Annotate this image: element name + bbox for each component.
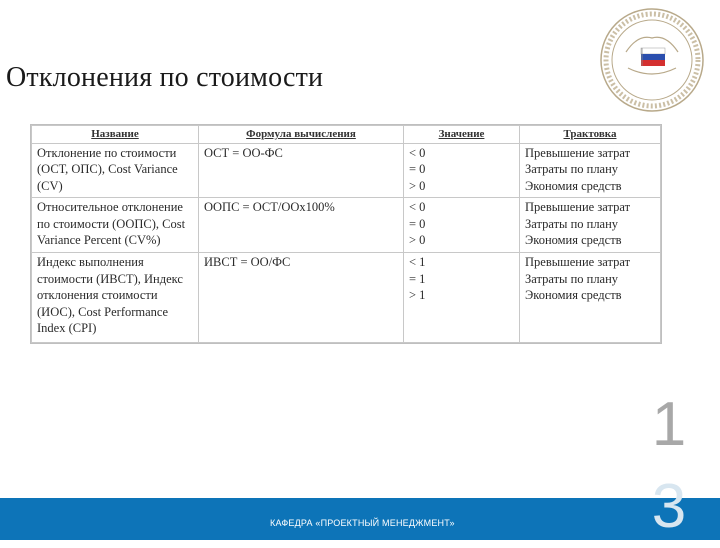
header-value: Значение (404, 126, 520, 144)
value-item: < 0 (409, 145, 426, 160)
interpretation-item: Затраты по плану (525, 271, 619, 286)
row-values (404, 143, 520, 198)
table-row (32, 253, 661, 343)
interpretation-item: Затраты по плану (525, 162, 619, 176)
row-interpretations (520, 253, 661, 343)
row-interpretations (520, 143, 661, 198)
value-item: < 0 (409, 200, 426, 215)
row-formula: ОСТ = ОО-ФС (199, 143, 404, 198)
row-formula: ИВСТ = ОО/ФС (199, 253, 404, 343)
row-values (404, 253, 520, 343)
interpretation-item: Затраты по плану (525, 216, 619, 231)
cost-variance-table (30, 124, 662, 344)
interpretation-item: Превышение затрат (525, 200, 631, 215)
value-item: > 0 (409, 233, 426, 248)
header-interpretation: Трактовка (520, 126, 661, 144)
university-seal-icon (598, 6, 706, 114)
row-formula: ООПС = ОСТ/ООх100% (199, 198, 404, 253)
page-number-digit: 1 (651, 390, 687, 459)
row-name: Индекс выполнения стоимости (ИВСТ), Индекс отклонения стоимости (ИОС), Cost Performance Index (CPI) (32, 253, 199, 343)
header-formula: Формула вычисления (199, 126, 404, 144)
interpretation-item: Экономия средств (525, 288, 622, 303)
table-row (32, 143, 661, 198)
interpretation-item: Превышение затрат (525, 255, 631, 270)
interpretation-item: Экономия средств (525, 178, 622, 193)
row-interpretations (520, 198, 661, 253)
interpretation-item: Превышение затрат (525, 145, 631, 160)
value-item: = 0 (409, 216, 426, 231)
value-item: = 1 (409, 271, 426, 286)
footer-department: КАФЕДРА «ПРОЕКТНЫЙ МЕНЕДЖМЕНТ» (270, 518, 455, 528)
slide-title: Отклонения по стоимости (6, 62, 324, 93)
header-name: Название (32, 126, 199, 144)
row-values (404, 198, 520, 253)
row-name: Отклонение по стоимости (ОСТ, ОПС), Cost Variance (CV) (32, 143, 199, 198)
interpretation-item: Экономия средств (525, 233, 622, 248)
table-header-row (32, 126, 661, 144)
row-name: Относительное отклонение по стоимости (ООПС), Cost Variance Percent (CV%) (32, 198, 199, 253)
value-item: < 1 (409, 255, 426, 270)
value-item: > 0 (409, 178, 426, 193)
value-item: = 0 (409, 162, 426, 176)
table-row (32, 198, 661, 253)
value-item: > 1 (409, 288, 426, 303)
page-number (646, 384, 692, 548)
page-number-digit: 3 (651, 472, 687, 541)
